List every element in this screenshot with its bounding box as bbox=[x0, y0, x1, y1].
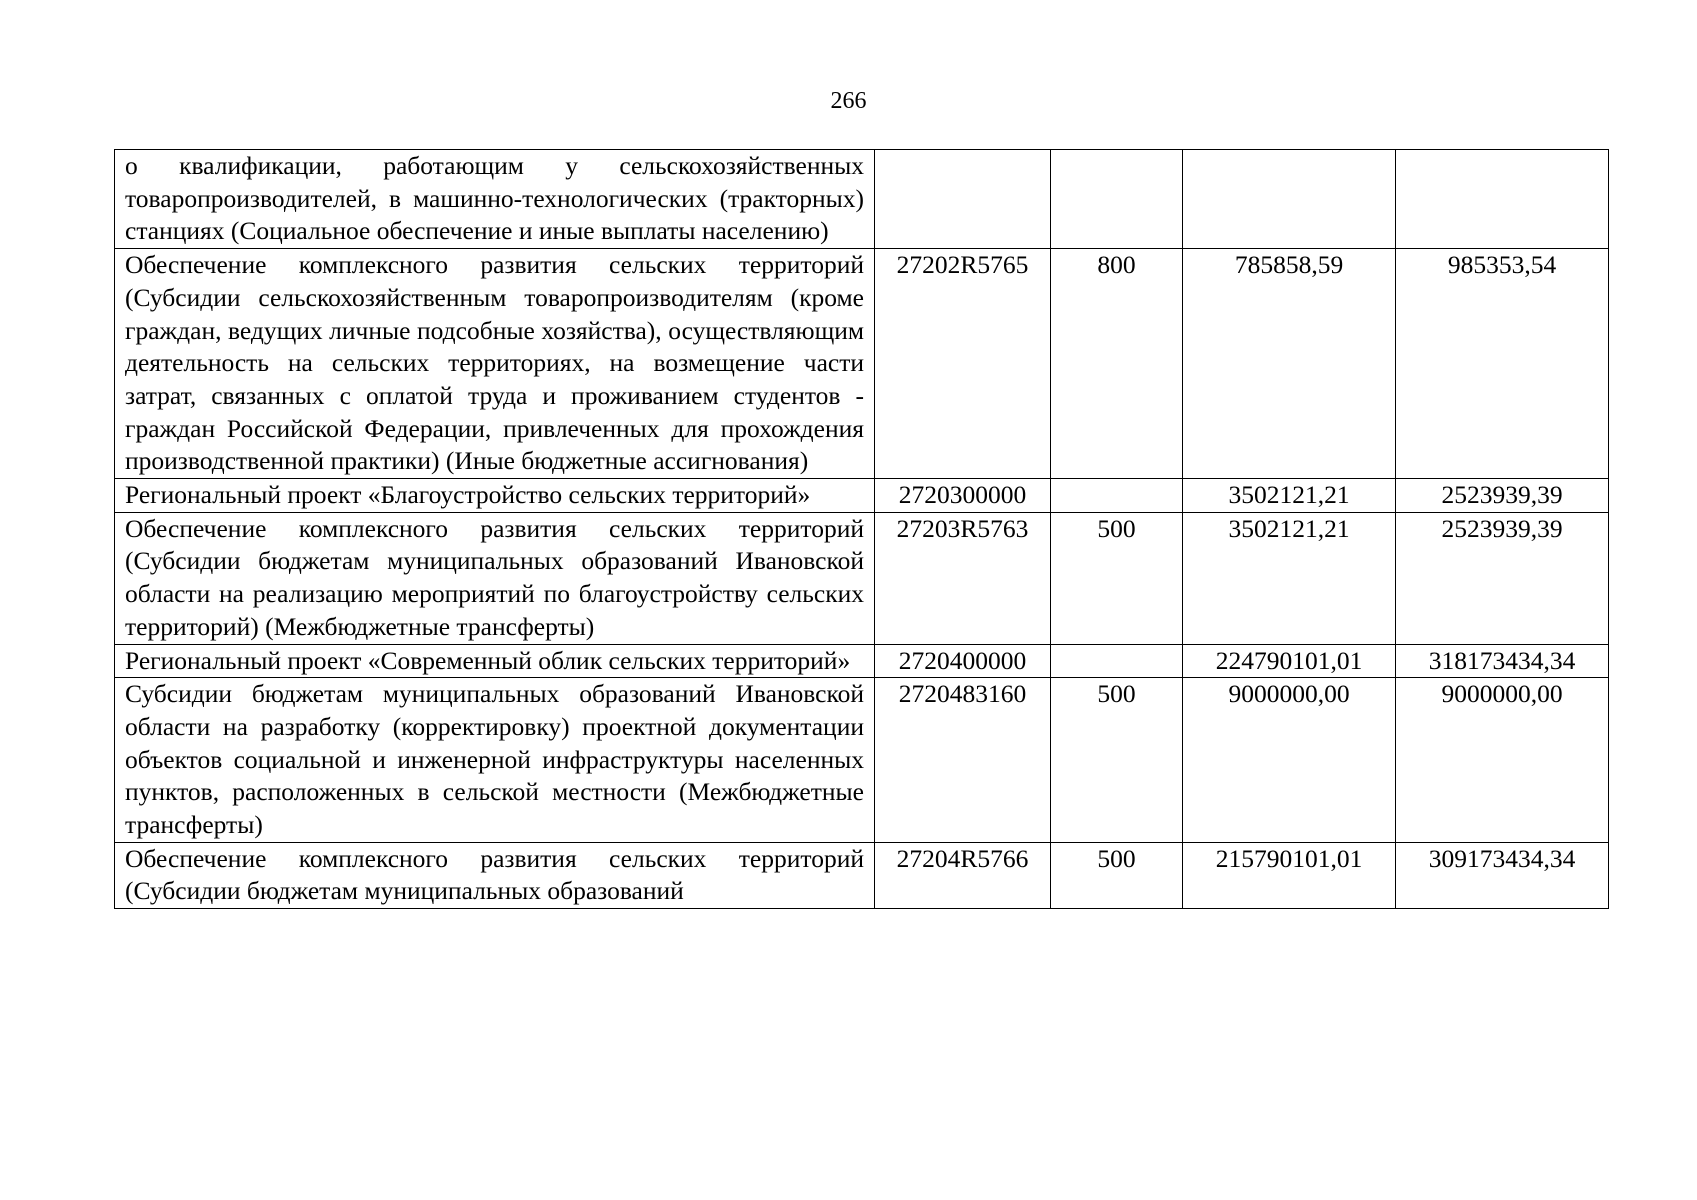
row-type-cell: 500 bbox=[1051, 512, 1183, 644]
row-name-cell: Обеспечение комплексного развития сельских территорий (Субсидии бюджетам муниципальных образований bbox=[115, 842, 875, 908]
table-row bbox=[115, 150, 1609, 249]
row-type-cell bbox=[1051, 150, 1183, 249]
row-code-cell: 2720483160 bbox=[875, 678, 1051, 843]
row-type-cell bbox=[1051, 479, 1183, 513]
row-type-cell: 500 bbox=[1051, 842, 1183, 908]
row-amount-2-cell bbox=[1396, 150, 1609, 249]
table-row bbox=[115, 249, 1609, 479]
row-code-cell: 27202R5765 bbox=[875, 249, 1051, 479]
row-amount-2-cell: 318173434,34 bbox=[1396, 644, 1609, 678]
row-name-cell: Региональный проект «Благоустройство сельских территорий» bbox=[115, 479, 875, 513]
row-name-cell: Субсидии бюджетам муниципальных образований Ивановской области на разработку (корректировку) проектной документации объектов социальной и инженерной инфраструктуры населенных пунктов, расположенных в сельской местности (Межбюджетные трансферты) bbox=[115, 678, 875, 843]
row-amount-2-cell: 9000000,00 bbox=[1396, 678, 1609, 843]
row-amount-2-cell: 2523939,39 bbox=[1396, 512, 1609, 644]
row-type-cell: 500 bbox=[1051, 678, 1183, 843]
budget-table bbox=[114, 149, 1609, 909]
row-amount-1-cell: 215790101,01 bbox=[1183, 842, 1396, 908]
row-amount-1-cell bbox=[1183, 150, 1396, 249]
row-amount-1-cell: 224790101,01 bbox=[1183, 644, 1396, 678]
row-name-cell: о квалификации, работающим у сельскохозяйственных товаропроизводителей, в машинно-технологических (тракторных) станциях (Социальное обеспечение и иные выплаты населению) bbox=[115, 150, 875, 249]
row-type-cell bbox=[1051, 644, 1183, 678]
row-type-cell: 800 bbox=[1051, 249, 1183, 479]
row-amount-2-cell: 985353,54 bbox=[1396, 249, 1609, 479]
row-code-cell: 27204R5766 bbox=[875, 842, 1051, 908]
table-row bbox=[115, 842, 1609, 908]
row-amount-1-cell: 9000000,00 bbox=[1183, 678, 1396, 843]
row-name-cell: Региональный проект «Современный облик сельских территорий» bbox=[115, 644, 875, 678]
page-number: 266 bbox=[830, 88, 867, 114]
table-row bbox=[115, 644, 1609, 678]
row-code-cell: 27203R5763 bbox=[875, 512, 1051, 644]
row-amount-2-cell: 309173434,34 bbox=[1396, 842, 1609, 908]
table-row bbox=[115, 678, 1609, 843]
table-row bbox=[115, 479, 1609, 513]
row-name-cell: Обеспечение комплексного развития сельских территорий (Субсидии сельскохозяйственным товаропроизводителям (кроме граждан, ведущих личные подсобные хозяйства), осуществляющим деятельность на сельских территориях, на возмещение части затрат, связанных с оплатой труда и проживанием студентов - граждан Российской Федерации, привлеченных для прохождения производственной практики) (Иные бюджетные ассигнования) bbox=[115, 249, 875, 479]
row-amount-2-cell: 2523939,39 bbox=[1396, 479, 1609, 513]
row-name-cell: Обеспечение комплексного развития сельских территорий (Субсидии бюджетам муниципальных образований Ивановской области на реализацию мероприятий по благоустройству сельских территорий) (Межбюджетные трансферты) bbox=[115, 512, 875, 644]
row-amount-1-cell: 3502121,21 bbox=[1183, 512, 1396, 644]
row-code-cell: 2720300000 bbox=[875, 479, 1051, 513]
row-code-cell: 2720400000 bbox=[875, 644, 1051, 678]
row-code-cell bbox=[875, 150, 1051, 249]
table-row bbox=[115, 512, 1609, 644]
row-amount-1-cell: 3502121,21 bbox=[1183, 479, 1396, 513]
row-amount-1-cell: 785858,59 bbox=[1183, 249, 1396, 479]
